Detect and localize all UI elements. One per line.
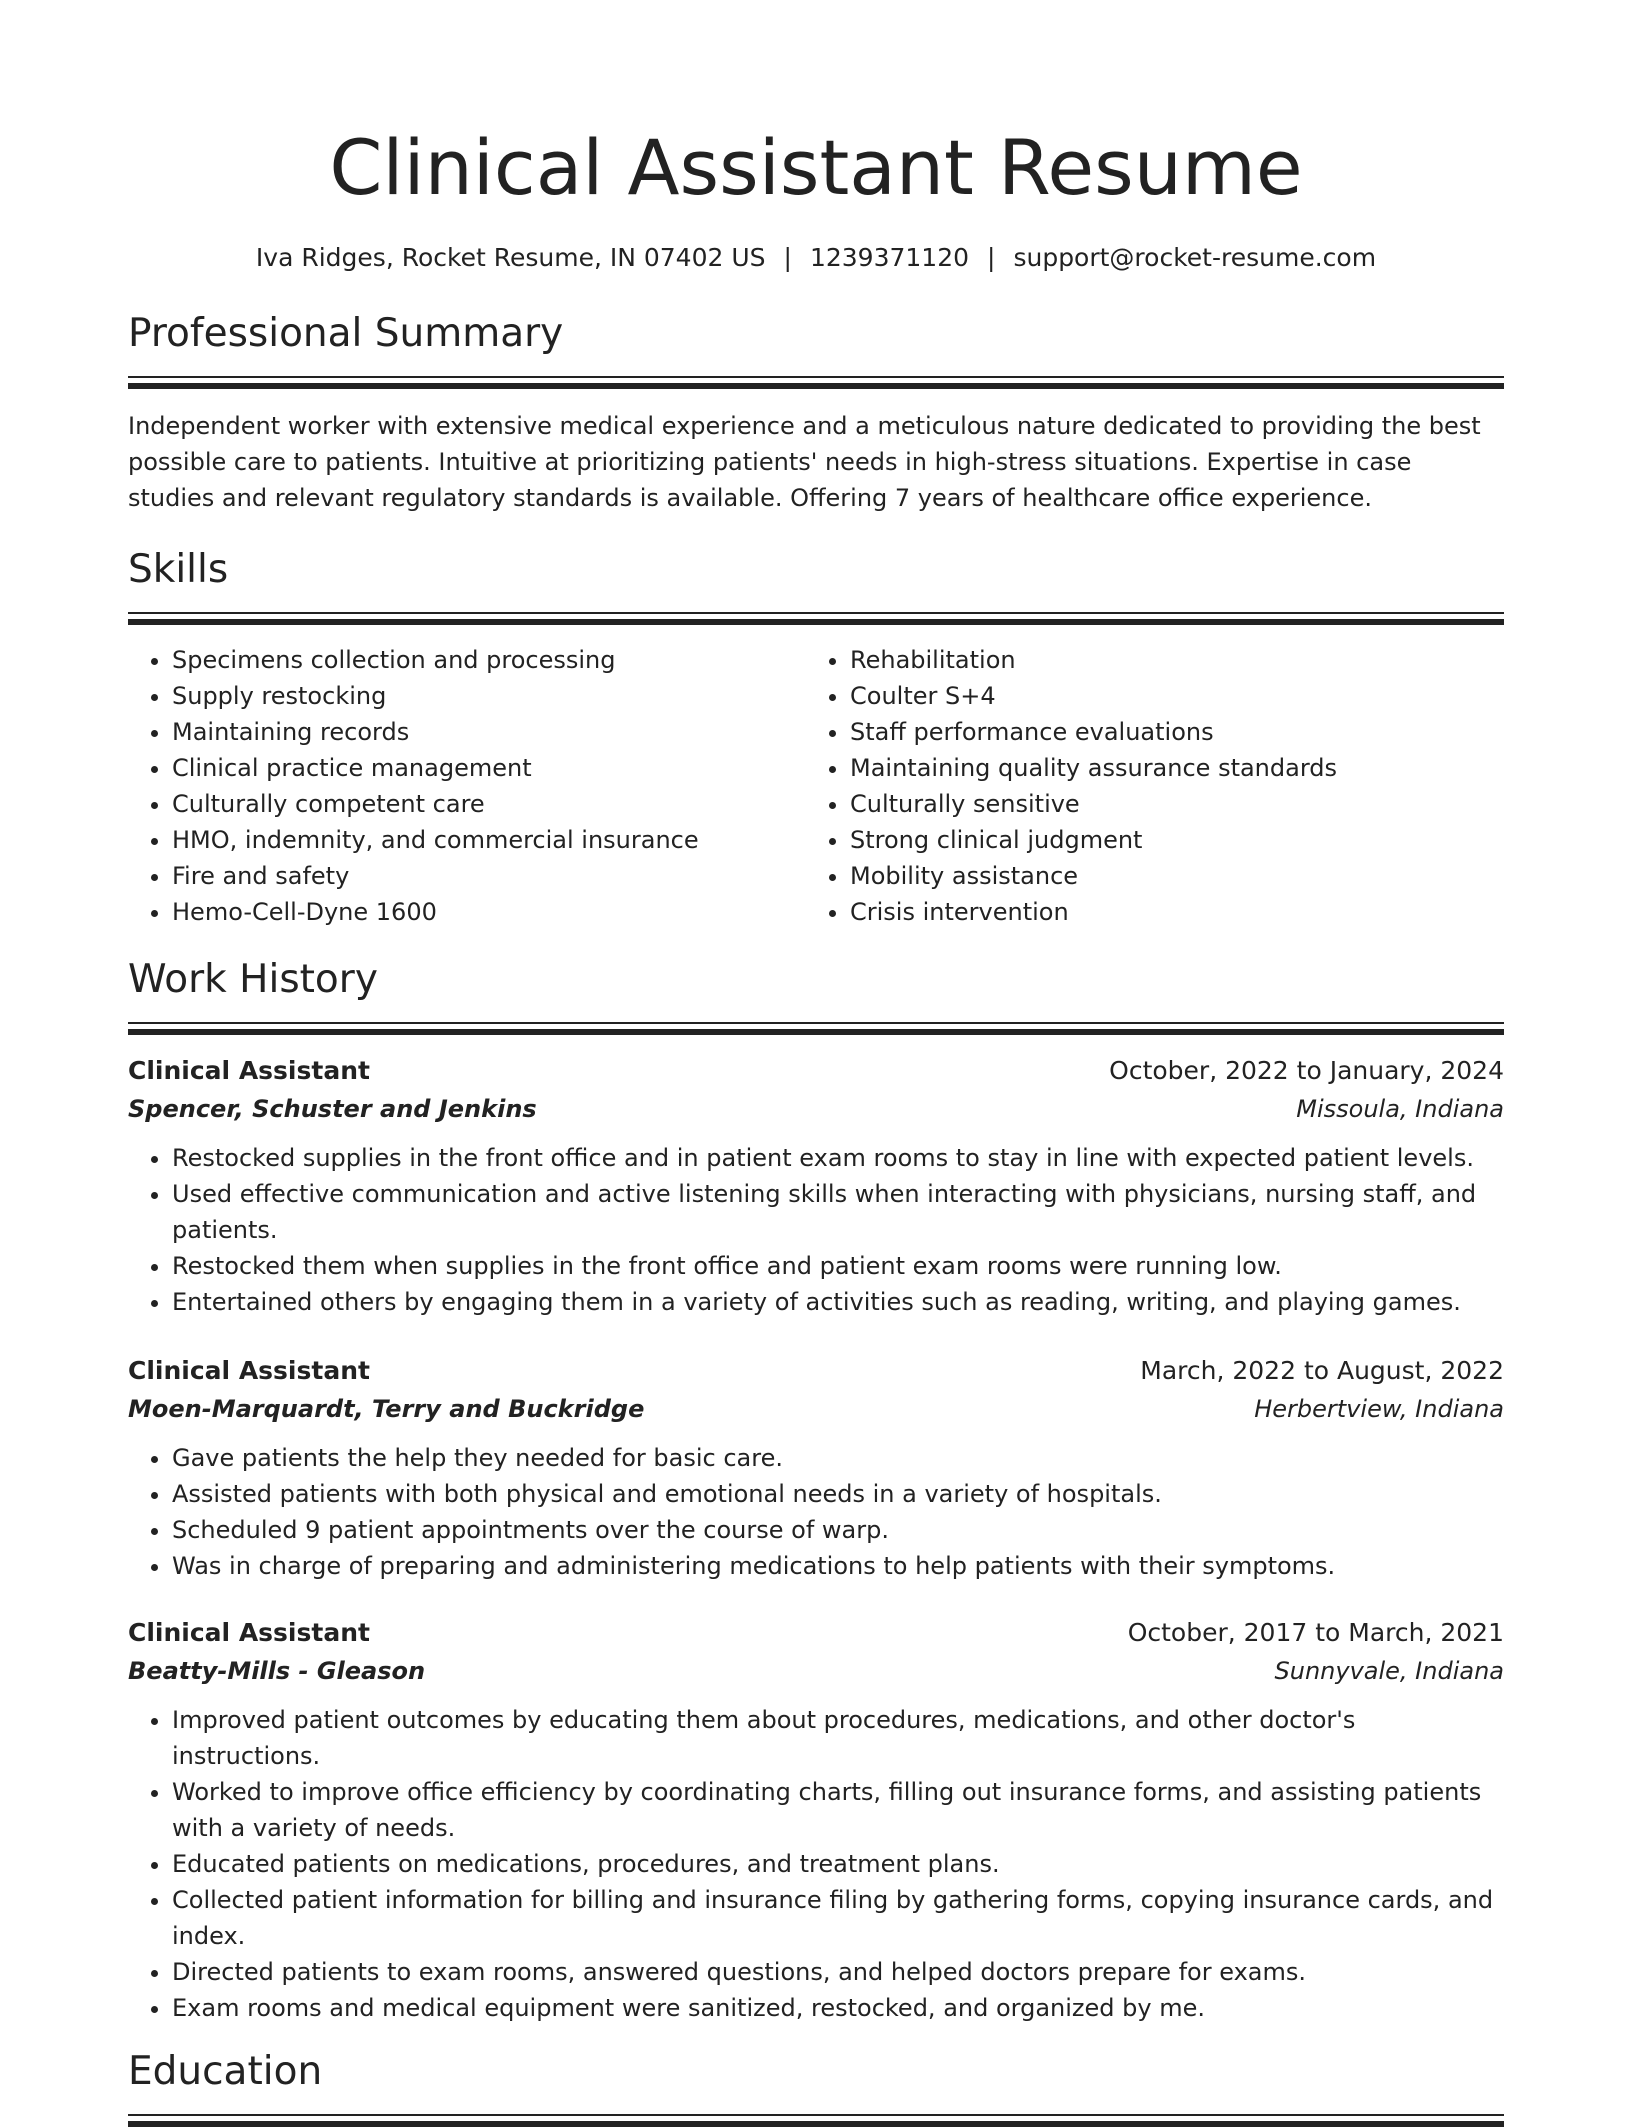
work-history-heading: Work History [128,957,378,1002]
job-title: Clinical Assistant [128,1618,370,1647]
job-dates: October, 2022 to January, 2024 [1109,1056,1504,1085]
contact-email: support@rocket-resume.com [1013,243,1377,272]
skill-item: • Staff performance evaluations [850,714,1484,750]
resume-title: Clinical Assistant Resume [329,123,1303,212]
job-bullet: • Worked to improve office efficiency by coordinating charts, filling out insurance forms, and assisting patients with a variety of needs. [172,1774,1504,1846]
job-location: Sunnyvale, Indiana [1274,1657,1504,1685]
job-dates: March, 2022 to August, 2022 [1140,1356,1504,1385]
contact-separator: | [987,243,996,272]
skills-left-list [128,642,806,930]
job-bullet: • Gave patients the help they needed for basic care. [172,1440,1504,1476]
skills-heading: Skills [128,547,229,592]
job-bullet: • Scheduled 9 patient appointments over the course of warp. [172,1512,1504,1548]
skills-right-list [806,642,1484,930]
education-section [128,2046,1504,2126]
skills-columns [128,642,1504,930]
job-bullet: • Collected patient information for billing and insurance filing by gathering forms, copying insurance cards, and index. [172,1882,1504,1954]
section-divider [128,612,1504,624]
skill-item: • Fire and safety [172,858,806,894]
education-heading: Education [128,2049,323,2094]
skill-item: • Mobility assistance [850,858,1484,894]
job-dates: October, 2017 to March, 2021 [1127,1618,1504,1647]
section-divider [128,2114,1504,2126]
job-bullets [128,1440,1504,1584]
skill-item: • Rehabilitation [850,642,1484,678]
job-bullets [128,1140,1504,1320]
contact-separator: | [783,243,792,272]
skill-item: • HMO, indemnity, and commercial insurance [172,822,806,858]
skill-item: • Supply restocking [172,678,806,714]
skill-item: • Clinical practice management [172,750,806,786]
skill-item: • Maintaining records [172,714,806,750]
job-entry [128,1614,1504,2026]
job-location: Herbertview, Indiana [1254,1395,1504,1423]
summary-section [128,308,1504,516]
job-bullet: • Restocked them when supplies in the front office and patient exam rooms were running low. [172,1248,1504,1284]
skills-section [128,544,1504,930]
job-bullet: • Directed patients to exam rooms, answered questions, and helped doctors prepare for exams. [172,1954,1504,1990]
job-entry [128,1052,1504,1320]
job-entry [128,1352,1504,1584]
job-bullet: • Assisted patients with both physical and emotional needs in a variety of hospitals. [172,1476,1504,1512]
job-bullet: • Exam rooms and medical equipment were sanitized, restocked, and organized by me. [172,1990,1504,2026]
work-history-section [128,954,1504,2026]
resume-page [128,0,1504,2126]
skill-item: • Culturally sensitive [850,786,1484,822]
contact-phone: 1239371120 [809,243,970,272]
job-bullet: • Entertained others by engaging them in a variety of activities such as reading, writing, and playing games. [172,1284,1504,1320]
job-bullet: • Was in charge of preparing and administering medications to help patients with their symptoms. [172,1548,1504,1584]
section-divider [128,376,1504,388]
job-bullet: • Improved patient outcomes by educating them about procedures, medications, and other doctor's instructions. [172,1702,1504,1774]
summary-text: Independent worker with extensive medical experience and a meticulous nature dedicated to providing the best possible care to patients. Intuitive at prioritizing patients' needs in high-stress situations. Expertise in case studies and relevant regulatory standards is available. Offering 7 years of healthcare office experience. [128,412,1481,512]
job-bullet: • Restocked supplies in the front office and in patient exam rooms to stay in line with expected patient levels. [172,1140,1504,1176]
job-bullet: • Used effective communication and active listening skills when interacting with physicians, nursing staff, and patients. [172,1176,1504,1248]
job-company: Spencer, Schuster and Jenkins [128,1095,537,1123]
skill-item: • Hemo-Cell-Dyne 1600 [172,894,806,930]
job-title: Clinical Assistant [128,1056,370,1085]
skill-item: • Coulter S+4 [850,678,1484,714]
summary-heading: Professional Summary [128,311,564,356]
contact-address: Iva Ridges, Rocket Resume, IN 07402 US [255,243,766,272]
skill-item: • Culturally competent care [172,786,806,822]
job-location: Missoula, Indiana [1296,1095,1504,1123]
section-divider [128,1022,1504,1034]
skill-item: • Crisis intervention [850,894,1484,930]
job-bullets [128,1702,1504,2026]
skill-item: • Specimens collection and processing [172,642,806,678]
job-company: Beatty-Mills - Gleason [128,1657,426,1685]
job-company: Moen-Marquardt, Terry and Buckridge [128,1395,645,1423]
skill-item: • Maintaining quality assurance standards [850,750,1484,786]
job-bullet: • Educated patients on medications, procedures, and treatment plans. [172,1846,1504,1882]
job-title: Clinical Assistant [128,1356,370,1385]
skill-item: • Strong clinical judgment [850,822,1484,858]
contact-line [128,240,1504,276]
